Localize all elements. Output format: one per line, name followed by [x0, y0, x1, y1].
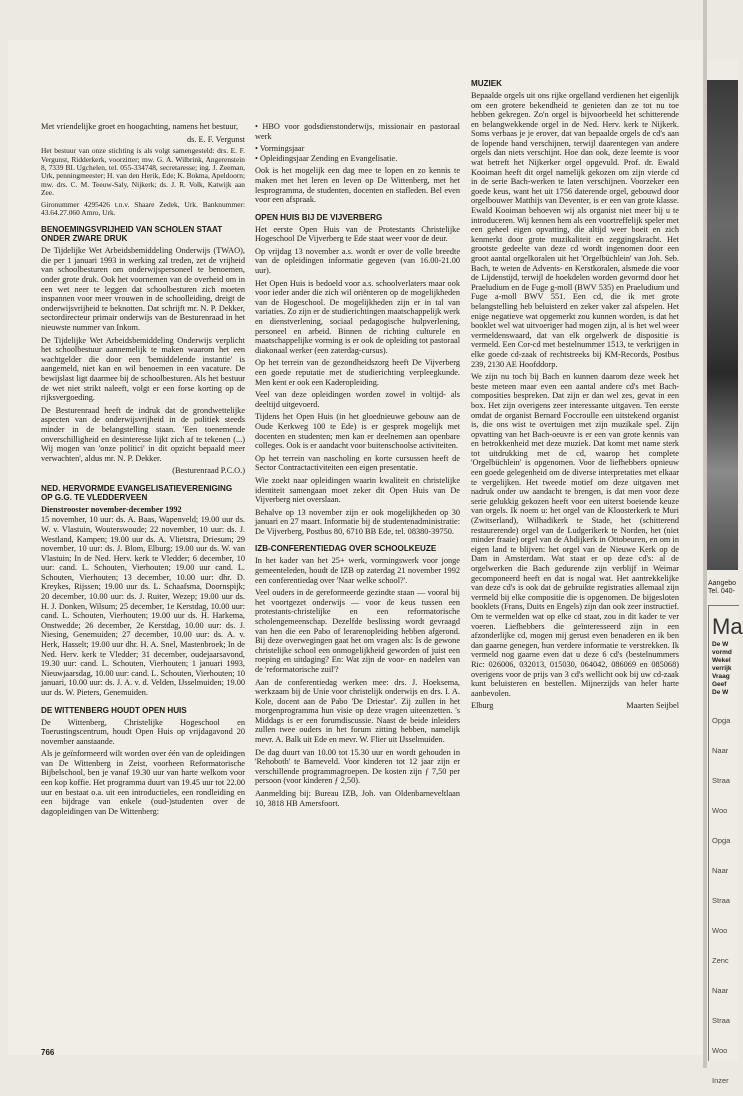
article-paragraph: Op het terrein van de gezondheidszorg heeft De Vijverberg een goede reputatie met de studierichting verpleegkunde. Men kent er ook een Kaderopleiding.: [255, 358, 460, 387]
form-field-label: Opga: [712, 836, 731, 845]
article-signature: [471, 701, 679, 711]
form-intro-line: Geef: [712, 681, 727, 688]
bullet-item: • Vormingsjaar: [255, 144, 305, 154]
article-heading-vijverberg: OPEN HUIS BIJ DE VIJVERBERG: [255, 212, 383, 222]
form-intro-line: Wekel: [712, 657, 731, 664]
article-paragraph: Wie zoekt naar opleidingen waarin kwaliteit en christelijke identiteit samengaan moet zeker dit Open Huis van De Vijverberg niet overslaan.: [255, 475, 460, 505]
caption-line: Aangebo: [708, 580, 737, 587]
article-paragraph: Veel ouders in de gereformeerde gezindte staan — vooral bij het voortgezet onderwijs — voor de keus tussen een protestants-christelijke en een reformatorische scholengemeenschap. Dezelfde beslissing wordt gevraagd van hen die een Pabo of lerarenopleiding hebben afgerond. Bij deze overwegingen gaat het om vragen als: Is de gewone christelijke school een onmogelijkheid geworden of juist een roeping en uitdaging? En: Wat zijn de voor- en nadelen van de 'reformatorische zuil'?: [255, 588, 460, 674]
article-paragraph: Als je geïnformeerd wilt worden over één van de opleidingen van De Wittenberg in Zeist, voorheen Reformatorische Bijbelschool, ben je vanaf 19.30 uur van harte welkom voor een kop koffie. Het programma duurt van 19.45 uur tot 22.00 uur en bestaat o.a. uit een introductieles, een rondleiding en een bijdrage van enkele (oud-)studenten over de dagopleidingen van De Wittenberg:: [41, 749, 245, 816]
signature-author: Maarten Seijbel: [626, 701, 679, 711]
article-paragraph: Veel van deze opleidingen worden zowel in voltijd- als deeltijd uitgevoerd.: [255, 390, 460, 409]
article-paragraph: In het kader van het 25+ werk, vormingswerk voor jonge gemeenteleden, houdt de IZB op zaterdag 21 november 1992 een conferentiedag over 'Naar welke school?'.: [255, 556, 460, 585]
article-heading-benoemingsvrijheid: BENOEMINGSVRIJHEID VAN SCHOLEN STAAT ONDER ZWARE DRUK: [41, 225, 223, 244]
page-number: 766: [41, 1048, 55, 1057]
article-paragraph: Het Open Huis is bedoeld voor a.s. schoolverlaters maar ook voor ieder ander die zich wil oriënteren op de mogelijkheden van de Hogeschool. De mogelijkheden zijn er in tal van variaties. Zo zijn er de studierichtingen maatschappelijk werk en dienstverlening, sociaal pedagogische hulpverlening, personeel en arbeid. Binnen de richting culturele en maatschappelijke vorming is er ook de opleiding tot pastoraal diakonaal werker (een zaterdag-cursus).: [255, 278, 460, 355]
article-source: (Besturenraad P.C.O.): [172, 466, 245, 476]
signature: ds. E. F. Vergunst: [186, 134, 245, 144]
article-paragraph: Bepaalde orgels uit ons rijke orgelland verdienen het eigenlijk om een grotere bekendheid te genieten dan ze tot nu toe hebben gekregen. Zo'n orgel is bijvoorbeeld het schitterende en belangwekkende orgel in de Ned. Herv. kerk te Nijkerk. Soms verbaas je je erover, dat van bepaalde orgels de cd's aan de lopende band verschijnen, terwijl daarentegen van andere orgels dan niets verschijnt. Hoe dan ook, deze leemte is voor wat betreft het Nijkerker orgel opgevuld. Prof. dr. Ewald Kooiman heeft dit orgel namelijk gekozen om zijn vierde cd in de serie Bach-werken te laten verschijnen. Voorzeker een goede keus, want het uit 1756 daterende orgel, gebouwd door orgelbouwer Matthijs van Deventer, is er een van grote klasse. Ewald Kooiman behoeven wij als organist niet meer bij u te introduceren. Wij kennen hem als een voortreffelijk speler met een geheel eigen opvatting, die altijd weer boeit en zich kenmerkt door grote muzikaliteit en zeggingskracht. Het grootste gedeelte van deze cd wordt ingenomen door een groot aantal orgelkoralen uit het 'Orgelbüchlein' van Joh. Seb. Bach, te weten de Advents- en Kerstkoralen, alsmede die voor de Lijdenstijd, terwijl de hoekdelen worden gevormd door het Praeludium en de Fuge g-moll (BWV 535) en Praeludium und Fuge a-moll BWV 551. Een cd, die ik met grote belangstelling heb beluisterd en zeker vaker zal afspelen. Het enige negatieve wat opgemerkt zou kunnen worden, is dat het booklet wel wat uitvoeriger had mogen zijn, al is het wel weer vermeldenswaard, dat van elk orgelwerk de dispositie is vermeld. Een Cor-cd met bestelnummer 1513, te verkrijgen in elke goede cd-zaak of rechtstreeks bij KM-Records, Postbus 239, 2130 AE Hoofddorp.: [471, 90, 679, 369]
column-3: [471, 80, 679, 711]
article-heading-evangelisatie: NED. HERVORMDE EVANGELISATIEVERENIGING OP G.G. TE VLEDDERVEEN: [41, 483, 233, 502]
form-field-label: Straa: [712, 776, 730, 785]
form-title: Ma: [712, 614, 743, 639]
article-heading-izb: IZB-CONFERENTIEDAG OVER SCHOOLKEUZE: [255, 544, 437, 554]
form-intro-line: Vraag: [712, 673, 730, 680]
form-intro-line: verrijk: [712, 665, 732, 672]
form-field-label: Inzer: [712, 1076, 729, 1085]
form-field-label: Naar: [712, 866, 729, 875]
article-paragraph: De Besturenraad heeft de indruk dat de grondwettelijke aspecten van de onderwijsvrijheid in de politiek steeds minder in de belangstelling staan. 'Een toenemende onverschilligheid en desinteresse lijkt zich af te tekenen (...) Wij mogen van 'onze politici' in dit opzicht bepaald meer verwachten', aldus mr. N. P. Dekker.: [41, 405, 245, 463]
board-info: Het bestuur van onze stichting is als volgt samengesteld: drs. E. F. Vergunst, Ridderkerk, voorzitter; mw. G. A. Wilbrink, Angerenstein 8, 7339 BL Ugchelen, tel. 055-334748, secretaresse; ing. J. Zeeman, Urk, penningmeester; H. van den Herik, Ede; K. Bokma, Apeldoorn; mw. drs. C. M. Teeuw-Saly, Nijkerk; ds. J. R. Volk, Katwijk aan Zee.: [41, 146, 245, 198]
article-paragraph: De Wittenberg, Christelijke Hogeschool en Toerustingscentrum, houdt Open Huis op vrijdagavond 20 november aanstaande.: [41, 717, 245, 746]
article-paragraph: Aanmelding bij: Bureau IZB, Joh. van Oldenbarneveltlaan 10, 3818 HB Amersfoort.: [255, 789, 460, 808]
form-field-label: Naar: [712, 986, 729, 995]
form-intro-line: De W: [712, 689, 729, 696]
form-intro-line: vormd: [712, 649, 732, 656]
article-paragraph: We zijn nu toch bij Bach en kunnen daarom deze week het beste meteen maar even een aantal andere cd's met Bach-composities bespreken. Dat zijn er dan wel zes, gevat in een box. Het zijn overigens zeer interessante uitgaven. Ten eerste omdat de organist Bernard Foccroulle een uitstekend organist is, die ons wist te overtuigen met zijn muzikale spel. Zijn opvatting van het Bach-oeuvre is er een van grote kennis van en betrokkenheid met deze muziek. Dat komt met name sterk tot uitdrukking met de cd, waarop het complete 'Orgelbüchlein' is opgenomen. Voor de liefhebbers opnieuw een goede gelegenheid om de diverse interpretaties met elkaar te vergelijken. Het tweede motief om deze uitgaven met nadruk onder uw aandacht te brengen, is dat men voor deze serie gelukkig gekozen heeft voor een uiterst boeiende keuze van orgels. Ik noem u: het orgel van de Kloosterkerk te Muri (Zwitserland), Wilhadikerk te Stade, het (schitterend restaurerende) orgel van de Ludgerikerk te Norden, het (niet minder fraaie) orgel van de Abdijkerk in Ottobeuren, en om in eigen land te blijven: het orgel van de Nieuwe Kerk op de Dam in Amsterdam. Wat staat er op deze cd's: al de orgelwerken die Bach gedurende zijn verblijf in Weimar gecomponeerd heeft en dat is nogal wat. Het aantrekkelijke van deze cd's is ook dat de gebruikte registraties allemaal zijn vermeld bij elke compositie die is opgenomen. De bijgesloten booklets (Frans, Duits en Engels) zijn dan ook zeer instructief. Om te vermelden wat op elke cd staat, zou in dit kader te ver voeren. Liefhebbers die geïnteresseerd zijn in een afzonderlijke cd, mogen mij gerust even benaderen en ik ben dan gaarne genegen, hun verdere informatie te verstrekken. Ik vermeld nog gaarne even dat u deze 6 cd's (bestelnummers Ric: 026006, 032013, 015030, 064042, 086069 en 085068) overigens voor de prijs van 3 cd's wellicht ook bij uw cd-zaak kunt beluisteren en bestellen. Mijnerzijds van heler harte aanbevolen.: [471, 372, 679, 698]
article-subheading: Dienstrooster november-december 1992: [41, 504, 182, 514]
bullet-item: • Opleidingsjaar Zending en Evangelisatie.: [255, 153, 398, 163]
form-field-label: Naar: [712, 746, 729, 755]
article-heading-wittenberg: DE WITTENBERG HOUDT OPEN HUIS: [41, 705, 187, 715]
photo: [707, 80, 738, 570]
article-paragraph: Op het terrein van nascholing en korte cursussen heeft de Sector Contractactiviteiten een eigen presentatie.: [255, 453, 460, 473]
form-field-label: Woo: [712, 1046, 728, 1055]
article-paragraph: De dag duurt van 10.00 tot 15.30 uur en wordt gehouden in 'Rehoboth' te Barneveld. Voor kinderen tot 12 jaar zijn er verschillende programmagroepen. De kosten zijn ƒ 7,50 per persoon (voor kinderen ƒ 2,50).: [255, 747, 460, 786]
service-schedule: 15 november, 10 uur: ds. A. Baas, Wapenveld; 19.00 uur ds. W. v. Vlastuin, Wouterswoude; 22 november, 10 uur: ds. J. Westland, Kampen; 19.00 uur ds. A. Vlietstra, Driesum; 29 november, 10 uur: ds. J. Blom, Elburg; 19.00 uur ds. W. van Vlastuin; In de Ned. Herv. kerk te Vledder; 6 december, 10 uur: cand. L. Schouten, Vierhouten; 19.00 uur cand. L. Schouten, Vierhouten; 13 december, 10.00 uur: dhr. D. Kreykes, Rijssen; 19.00 uur ds. L. Schaafsma, Doornspijk; 20 december, 10.00 uur: ds. J. Ruiter, Wezep; 19.00 uur ds. H. J. Donken, Wilsum; 25 december, 1e Kerstdag, 10.00 uur: cand. L. Schouten, Vierhouten; 19.00 uur ds. H. Harkema, Onstwedde; 26 december, 2e Kerstdag, 10.00 uur: ds. J. Niesing, Genemuiden; 27 december, 10.00 uur: ds. A. v. Herk, Hasselt; 19.00 uur dhr. H. A. Snel, Mastenbroek; In de Ned. Herv. kerk te Vledder; 31 december, oudejaarsavond, 19.30 uur: cand. L. Schouten, Vierhouten; 1 januari 1993, Nieuwjaarsdag, 10.00 uur: cand. L. Schouten, Vierhouten; 10 januari, 10.00 uur: ds. J. A. v. d. Velden, IJsselmuiden; 19.00 uur ds. W. Pieters, Genemuiden.: [41, 515, 245, 697]
form-field-label: Zenc: [712, 956, 729, 965]
greeting: Met vriendelijke groet en hoogachting, namens het bestuur,: [41, 122, 239, 131]
order-form: [708, 605, 743, 1085]
form-field-label: Opga: [712, 716, 731, 725]
form-fields: [712, 706, 730, 1096]
bank-info: Gironummer 4295426 t.n.v. Shaare Zedek, Urk. Banknummer: 43.64.27.060 Amro, Urk.: [41, 199, 245, 218]
magazine-page: [8, 40, 703, 1055]
article-paragraph: Op vrijdag 13 november a.s. wordt er over de volle breedte van de opleidingen informatie gegeven (van 16.00-21.00 uur).: [255, 246, 460, 276]
form-field-label: Woo: [712, 926, 728, 935]
form-field-label: Woo: [712, 806, 728, 815]
bullet-item: • HBO voor godsdienstonderwijs, missionair en pastoraal werk: [255, 122, 460, 141]
signature-place: Elburg: [471, 701, 494, 711]
article-paragraph: Tijdens het Open Huis (in het gloednieuwe gebouw aan de Oude Kerkweg 100 te Ede) is er gesprek mogelijk met docenten en studenten; men kan er deelnemen aan openbare colleges. Ook is er aandacht voor buitenschoolse activiteiten.: [255, 412, 460, 451]
form-field-label: Straa: [712, 896, 730, 905]
form-field-label: Straa: [712, 1016, 730, 1025]
column-2: [255, 122, 460, 811]
form-intro-line: De W: [712, 641, 729, 648]
article-heading-muziek: MUZIEK: [471, 79, 503, 88]
article-paragraph: Aan de conferentiedag werken mee: drs. J. Hoeksema, werkzaam bij de Unie voor christelijk onderwijs en drs. I. A. Kole, docent aan de Pabo 'De Driestar'. Zij zullen in het morgenprogramma hun visie op deze vragen uiteenzetten. 's Middags is er een forumdiscussie. Naast de beide inleiders zullen twee ouders in het forum zitting hebben, namelijk mevr. A. Balk uit Ede en mevr. W. Flier uit IJsselmuiden.: [255, 677, 460, 745]
article-paragraph: De Tijdelijke Wet Arbeidsbemiddeling Onderwijs (TWAO), die per 1 januari 1993 in werking zal treden, zet de vrijheid van schoolbesturen om onderwijspersoneel te benoemen, onder grote druk. Ook het voornemen van de overheid om in een wet neer te leggen dat schoolbesturen zich moeten inspannen voor meer vrouwen in de schoolleiding, dreigt de onderwijsvrijheid te beknotten. Dat schrijft mr. N. P. Dekker, sectordirecteur primair onderwijs van de Besturenraad in het nieuwste nummer van Inkom.: [41, 246, 245, 332]
column-1: [41, 122, 245, 819]
article-paragraph: Behalve op 13 november zijn er ook mogelijkheden op 30 januari en 27 maart. Informatie bij de studentenadministratie: De Vijverberg, Postbus 80, 6710 BB Ede, tel. 08380-39750.: [255, 507, 460, 536]
article-paragraph: De Tijdelijke Wet Arbeidsbemiddeling Onderwijs verplicht het schoolbestuur aannemelijk te maken waarom het een wachtgelder die door een 'bemiddelende instantie' is aangemeld, niet kan en wil benoemen in een vacature. De bewijslast ligt daarmee bij de schoolbesturen. Als het bestuur de wet niet strikt naleeft, volgt er een forse korting op de rijksvergoeding.: [41, 335, 245, 403]
caption-line: Tel. 040-: [708, 588, 735, 595]
article-paragraph: Het eerste Open Huis van de Protestants Christelijke Hogeschool De Vijverberg te Ede staat weer voor de deur.: [255, 224, 460, 244]
photo-caption: [708, 580, 736, 596]
adjacent-page: [707, 60, 743, 1085]
article-paragraph: Ook is het mogelijk een dag mee te lopen en zo kennis te maken met het leren en leven op De Wittenberg, met het lesprogramma, de studenten, docenten en stafleden. Bel even voor een afspraak.: [255, 166, 460, 205]
form-intro: [712, 641, 732, 697]
